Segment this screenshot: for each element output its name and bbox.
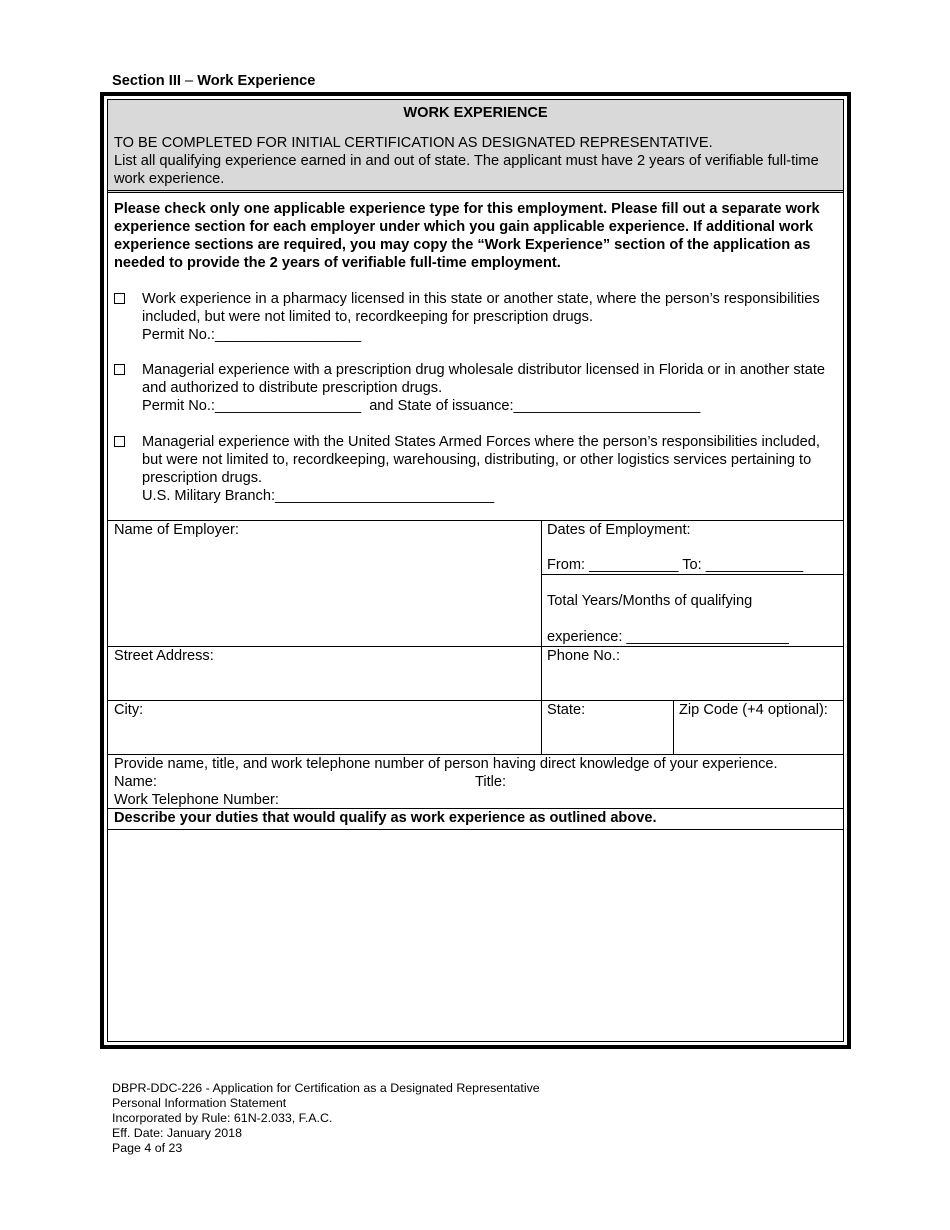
option-pharmacy[interactable] — [114, 290, 837, 344]
section-prefix: Section III — [112, 73, 181, 89]
section-title — [112, 72, 315, 90]
contact-title-field[interactable]: Title: — [475, 774, 507, 790]
dates-label: Dates of Employment: — [547, 522, 691, 538]
footer-statement: Personal Information Statement — [112, 1096, 287, 1110]
option-pharmacy-text: Work experience in a pharmacy licensed in this state or another state, where the person’s responsibilities included, but were not limited to, recordkeeping for prescription drugs. — [142, 291, 820, 325]
section-name: Work Experience — [197, 73, 316, 89]
option-wholesale-state[interactable]: and State of issuance:_______________________ — [369, 398, 701, 414]
table-divider — [541, 574, 843, 575]
duties-textarea[interactable] — [108, 830, 843, 1045]
header-line-2: List all qualifying experience earned in and out of state. The applicant must have 2 years of verifiable full-time work experience. — [114, 153, 819, 187]
state-field[interactable]: State: — [547, 702, 586, 718]
option-military-branch[interactable]: U.S. Military Branch:___________________________ — [142, 488, 495, 504]
total-experience-field[interactable]: experience: ____________________ — [547, 629, 789, 645]
section-dash: – — [185, 73, 194, 89]
form-header — [108, 100, 843, 193]
contact-phone-field[interactable]: Work Telephone Number: — [114, 792, 279, 808]
option-military[interactable] — [114, 433, 837, 505]
option-pharmacy-checkbox[interactable] — [114, 293, 125, 304]
option-wholesale-text: Managerial experience with a prescription drug wholesale distributor licensed in Florida or in another state and authorized to distribute prescription drugs. — [142, 362, 826, 396]
contact-intro: Provide name, title, and work telephone number of person having direct knowledge of your experience. — [114, 756, 778, 772]
page-footer — [112, 1081, 540, 1156]
street-address-field[interactable]: Street Address: — [114, 648, 214, 664]
option-wholesale[interactable] — [114, 361, 837, 415]
option-pharmacy-permit[interactable]: Permit No.:__________________ — [142, 327, 362, 343]
footer-form-id: DBPR-DDC-226 - Application for Certification as a Designated Representative — [112, 1081, 540, 1095]
option-wholesale-permit[interactable]: Permit No.:__________________ — [142, 398, 362, 414]
footer-rule: Incorporated by Rule: 61N-2.033, F.A.C. — [112, 1111, 333, 1125]
form-inner-border — [107, 99, 844, 1042]
option-military-text: Managerial experience with the United States Armed Forces where the person’s responsibilities included, but were not limited to, recordkeeping, warehousing, distributing, or other logistics services pertaining to prescription drugs. — [142, 434, 820, 486]
table-divider — [108, 646, 843, 647]
employer-name-field[interactable]: Name of Employer: — [114, 522, 239, 538]
form-header-title: WORK EXPERIENCE — [403, 105, 548, 121]
header-line-1: TO BE COMPLETED FOR INITIAL CERTIFICATION AS DESIGNATED REPRESENTATIVE. — [114, 135, 713, 151]
option-military-checkbox[interactable] — [114, 436, 125, 447]
footer-eff-date: Eff. Date: January 2018 — [112, 1126, 242, 1140]
footer-page-number: Page 4 of 23 — [112, 1141, 183, 1155]
dates-from-to-field[interactable]: From: ___________ To: ____________ — [547, 557, 804, 573]
instructions: Please check only one applicable experience type for this employment. Please fill out a separate work experience section for each employer under which you gain applicable experience. If additional work experience sections are required, you may copy the “Work Experience” section of the application as needed to provide the 2 years of verifiable full-time employment. — [114, 201, 820, 271]
phone-field[interactable]: Phone No.: — [547, 648, 621, 664]
duties-label: Describe your duties that would qualify as work experience as outlined above. — [114, 810, 657, 826]
zip-field[interactable]: Zip Code (+4 optional): — [679, 702, 828, 718]
contact-name-field[interactable]: Name: — [114, 774, 157, 790]
option-wholesale-checkbox[interactable] — [114, 364, 125, 375]
work-experience-form — [100, 92, 851, 1049]
city-field[interactable]: City: — [114, 702, 144, 718]
total-label: Total Years/Months of qualifying — [547, 593, 753, 609]
